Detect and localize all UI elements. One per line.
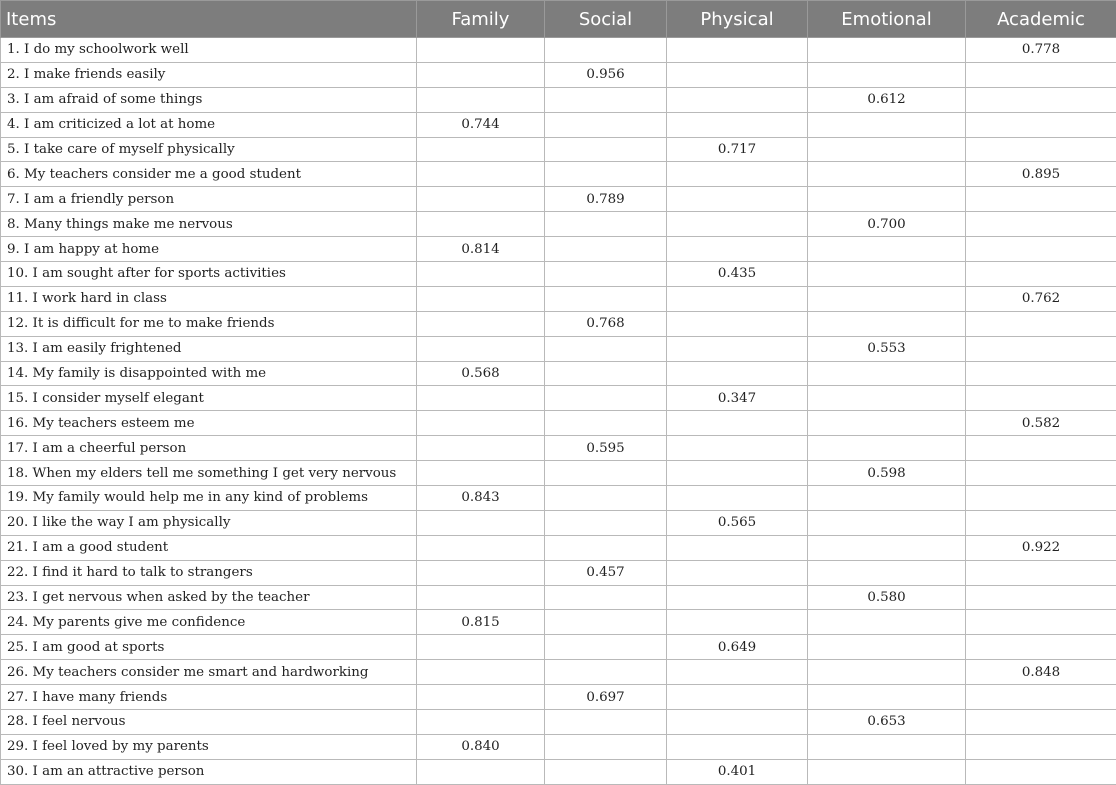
header-physical: Physical [667, 1, 808, 38]
table-row [1, 262, 1116, 287]
social-loading-cell [545, 461, 667, 486]
family-loading-cell [417, 685, 545, 710]
item-text-cell: 6. My teachers consider me a good student [1, 162, 417, 187]
item-text-cell: 17. I am a cheerful person [1, 436, 417, 461]
item-text-cell: 13. I am easily frightened [1, 336, 417, 361]
item-text-cell: 16. My teachers esteem me [1, 411, 417, 436]
social-loading-cell [545, 510, 667, 535]
social-loading-cell: 0.457 [545, 560, 667, 585]
table-row [1, 311, 1116, 336]
table-row [1, 759, 1116, 784]
item-text-cell: 14. My family is disappointed with me [1, 361, 417, 386]
header-social: Social [545, 1, 667, 38]
table-row [1, 610, 1116, 635]
emotional-loading-cell [808, 436, 966, 461]
item-text-cell: 15. I consider myself elegant [1, 386, 417, 411]
item-text-cell: 18. When my elders tell me something I get very nervous [1, 461, 417, 486]
table-row [1, 187, 1116, 212]
table-row [1, 660, 1116, 685]
table-row [1, 38, 1116, 63]
family-loading-cell [417, 336, 545, 361]
table-row [1, 510, 1116, 535]
physical-loading-cell [667, 286, 808, 311]
social-loading-cell [545, 759, 667, 784]
emotional-loading-cell [808, 162, 966, 187]
physical-loading-cell: 0.401 [667, 759, 808, 784]
family-loading-cell [417, 510, 545, 535]
emotional-loading-cell [808, 685, 966, 710]
family-loading-cell [417, 535, 545, 560]
physical-loading-cell [667, 461, 808, 486]
academic-loading-cell [966, 486, 1116, 511]
item-text-cell: 29. I feel loved by my parents [1, 734, 417, 759]
emotional-loading-cell: 0.612 [808, 87, 966, 112]
item-text-cell: 23. I get nervous when asked by the teacher [1, 585, 417, 610]
family-loading-cell [417, 585, 545, 610]
social-loading-cell [545, 486, 667, 511]
table-row [1, 87, 1116, 112]
item-text-cell: 8. Many things make me nervous [1, 212, 417, 237]
emotional-loading-cell [808, 386, 966, 411]
emotional-loading-cell [808, 734, 966, 759]
header-items: Items [1, 1, 417, 38]
academic-loading-cell [966, 386, 1116, 411]
social-loading-cell: 0.768 [545, 311, 667, 336]
family-loading-cell [417, 212, 545, 237]
academic-loading-cell [966, 311, 1116, 336]
physical-loading-cell [667, 112, 808, 137]
social-loading-cell: 0.956 [545, 62, 667, 87]
family-loading-cell [417, 759, 545, 784]
table-row [1, 137, 1116, 162]
physical-loading-cell [667, 486, 808, 511]
physical-loading-cell [667, 685, 808, 710]
academic-loading-cell [966, 610, 1116, 635]
family-loading-cell [417, 660, 545, 685]
item-text-cell: 24. My parents give me confidence [1, 610, 417, 635]
academic-loading-cell [966, 510, 1116, 535]
academic-loading-cell [966, 734, 1116, 759]
academic-loading-cell [966, 361, 1116, 386]
social-loading-cell [545, 535, 667, 560]
social-loading-cell [545, 710, 667, 735]
table-row [1, 585, 1116, 610]
table-row [1, 386, 1116, 411]
social-loading-cell [545, 585, 667, 610]
table-row [1, 710, 1116, 735]
academic-loading-cell [966, 262, 1116, 287]
emotional-loading-cell [808, 137, 966, 162]
table-row [1, 336, 1116, 361]
family-loading-cell [417, 137, 545, 162]
table-row [1, 486, 1116, 511]
academic-loading-cell [966, 685, 1116, 710]
emotional-loading-cell [808, 510, 966, 535]
emotional-loading-cell: 0.653 [808, 710, 966, 735]
social-loading-cell [545, 610, 667, 635]
social-loading-cell [545, 237, 667, 262]
emotional-loading-cell [808, 62, 966, 87]
emotional-loading-cell: 0.700 [808, 212, 966, 237]
academic-loading-cell [966, 710, 1116, 735]
physical-loading-cell [667, 411, 808, 436]
item-text-cell: 4. I am criticized a lot at home [1, 112, 417, 137]
header-academic: Academic [966, 1, 1116, 38]
physical-loading-cell [667, 336, 808, 361]
item-text-cell: 11. I work hard in class [1, 286, 417, 311]
family-loading-cell [417, 386, 545, 411]
physical-loading-cell [667, 734, 808, 759]
physical-loading-cell [667, 436, 808, 461]
academic-loading-cell [966, 461, 1116, 486]
table-row [1, 237, 1116, 262]
table-row [1, 461, 1116, 486]
item-text-cell: 9. I am happy at home [1, 237, 417, 262]
item-text-cell: 19. My family would help me in any kind of problems [1, 486, 417, 511]
social-loading-cell [545, 262, 667, 287]
physical-loading-cell [667, 660, 808, 685]
family-loading-cell [417, 560, 545, 585]
table-body [1, 38, 1116, 785]
item-text-cell: 5. I take care of myself physically [1, 137, 417, 162]
emotional-loading-cell [808, 38, 966, 63]
physical-loading-cell [667, 560, 808, 585]
physical-loading-cell: 0.649 [667, 635, 808, 660]
family-loading-cell [417, 461, 545, 486]
table-row [1, 535, 1116, 560]
emotional-loading-cell [808, 311, 966, 336]
academic-loading-cell [966, 112, 1116, 137]
physical-loading-cell [667, 187, 808, 212]
academic-loading-cell: 0.848 [966, 660, 1116, 685]
academic-loading-cell [966, 237, 1116, 262]
family-loading-cell [417, 62, 545, 87]
item-text-cell: 25. I am good at sports [1, 635, 417, 660]
physical-loading-cell [667, 710, 808, 735]
item-text-cell: 12. It is difficult for me to make friends [1, 311, 417, 336]
family-loading-cell: 0.815 [417, 610, 545, 635]
emotional-loading-cell [808, 187, 966, 212]
physical-loading-cell [667, 162, 808, 187]
academic-loading-cell: 0.762 [966, 286, 1116, 311]
item-text-cell: 1. I do my schoolwork well [1, 38, 417, 63]
social-loading-cell: 0.595 [545, 436, 667, 461]
item-text-cell: 28. I feel nervous [1, 710, 417, 735]
item-text-cell: 20. I like the way I am physically [1, 510, 417, 535]
emotional-loading-cell: 0.598 [808, 461, 966, 486]
emotional-loading-cell [808, 237, 966, 262]
academic-loading-cell: 0.922 [966, 535, 1116, 560]
family-loading-cell [417, 436, 545, 461]
table-row [1, 62, 1116, 87]
family-loading-cell: 0.843 [417, 486, 545, 511]
emotional-loading-cell [808, 112, 966, 137]
item-text-cell: 27. I have many friends [1, 685, 417, 710]
emotional-loading-cell [808, 262, 966, 287]
emotional-loading-cell [808, 610, 966, 635]
social-loading-cell [545, 38, 667, 63]
academic-loading-cell [966, 635, 1116, 660]
header-emotional: Emotional [808, 1, 966, 38]
item-text-cell: 21. I am a good student [1, 535, 417, 560]
family-loading-cell [417, 311, 545, 336]
academic-loading-cell [966, 585, 1116, 610]
emotional-loading-cell [808, 560, 966, 585]
academic-loading-cell [966, 436, 1116, 461]
physical-loading-cell [667, 212, 808, 237]
social-loading-cell [545, 361, 667, 386]
emotional-loading-cell [808, 660, 966, 685]
item-text-cell: 2. I make friends easily [1, 62, 417, 87]
header-row [1, 1, 1116, 38]
social-loading-cell [545, 137, 667, 162]
family-loading-cell [417, 87, 545, 112]
table-row [1, 685, 1116, 710]
physical-loading-cell: 0.717 [667, 137, 808, 162]
social-loading-cell [545, 386, 667, 411]
family-loading-cell [417, 710, 545, 735]
academic-loading-cell [966, 336, 1116, 361]
physical-loading-cell: 0.565 [667, 510, 808, 535]
family-loading-cell [417, 286, 545, 311]
academic-loading-cell [966, 137, 1116, 162]
table-row [1, 162, 1116, 187]
social-loading-cell [545, 112, 667, 137]
social-loading-cell [545, 336, 667, 361]
physical-loading-cell [667, 535, 808, 560]
table-row [1, 212, 1116, 237]
physical-loading-cell [667, 38, 808, 63]
item-text-cell: 26. My teachers consider me smart and hardworking [1, 660, 417, 685]
family-loading-cell [417, 635, 545, 660]
item-text-cell: 3. I am afraid of some things [1, 87, 417, 112]
physical-loading-cell [667, 237, 808, 262]
emotional-loading-cell [808, 635, 966, 660]
table-row [1, 436, 1116, 461]
academic-loading-cell [966, 212, 1116, 237]
physical-loading-cell [667, 361, 808, 386]
family-loading-cell: 0.814 [417, 237, 545, 262]
academic-loading-cell [966, 62, 1116, 87]
academic-loading-cell [966, 187, 1116, 212]
emotional-loading-cell [808, 759, 966, 784]
family-loading-cell: 0.568 [417, 361, 545, 386]
academic-loading-cell: 0.895 [966, 162, 1116, 187]
social-loading-cell [545, 162, 667, 187]
table-row [1, 361, 1116, 386]
item-text-cell: 7. I am a friendly person [1, 187, 417, 212]
social-loading-cell [545, 212, 667, 237]
family-loading-cell [417, 38, 545, 63]
social-loading-cell [545, 635, 667, 660]
family-loading-cell: 0.744 [417, 112, 545, 137]
emotional-loading-cell [808, 286, 966, 311]
family-loading-cell [417, 262, 545, 287]
social-loading-cell: 0.697 [545, 685, 667, 710]
family-loading-cell: 0.840 [417, 734, 545, 759]
table-row [1, 560, 1116, 585]
physical-loading-cell [667, 62, 808, 87]
family-loading-cell [417, 187, 545, 212]
item-text-cell: 10. I am sought after for sports activities [1, 262, 417, 287]
emotional-loading-cell [808, 486, 966, 511]
physical-loading-cell [667, 610, 808, 635]
social-loading-cell [545, 660, 667, 685]
social-loading-cell [545, 734, 667, 759]
table-row [1, 635, 1116, 660]
physical-loading-cell [667, 585, 808, 610]
item-text-cell: 22. I find it hard to talk to strangers [1, 560, 417, 585]
social-loading-cell [545, 286, 667, 311]
academic-loading-cell: 0.582 [966, 411, 1116, 436]
emotional-loading-cell [808, 535, 966, 560]
physical-loading-cell [667, 87, 808, 112]
table-row [1, 411, 1116, 436]
emotional-loading-cell: 0.553 [808, 336, 966, 361]
academic-loading-cell [966, 560, 1116, 585]
emotional-loading-cell: 0.580 [808, 585, 966, 610]
social-loading-cell: 0.789 [545, 187, 667, 212]
academic-loading-cell [966, 87, 1116, 112]
item-text-cell: 30. I am an attractive person [1, 759, 417, 784]
table-row [1, 734, 1116, 759]
physical-loading-cell [667, 311, 808, 336]
emotional-loading-cell [808, 411, 966, 436]
physical-loading-cell: 0.435 [667, 262, 808, 287]
social-loading-cell [545, 411, 667, 436]
table-row [1, 286, 1116, 311]
emotional-loading-cell [808, 361, 966, 386]
academic-loading-cell: 0.778 [966, 38, 1116, 63]
family-loading-cell [417, 411, 545, 436]
physical-loading-cell: 0.347 [667, 386, 808, 411]
academic-loading-cell [966, 759, 1116, 784]
table-row [1, 112, 1116, 137]
family-loading-cell [417, 162, 545, 187]
social-loading-cell [545, 87, 667, 112]
header-family: Family [417, 1, 545, 38]
